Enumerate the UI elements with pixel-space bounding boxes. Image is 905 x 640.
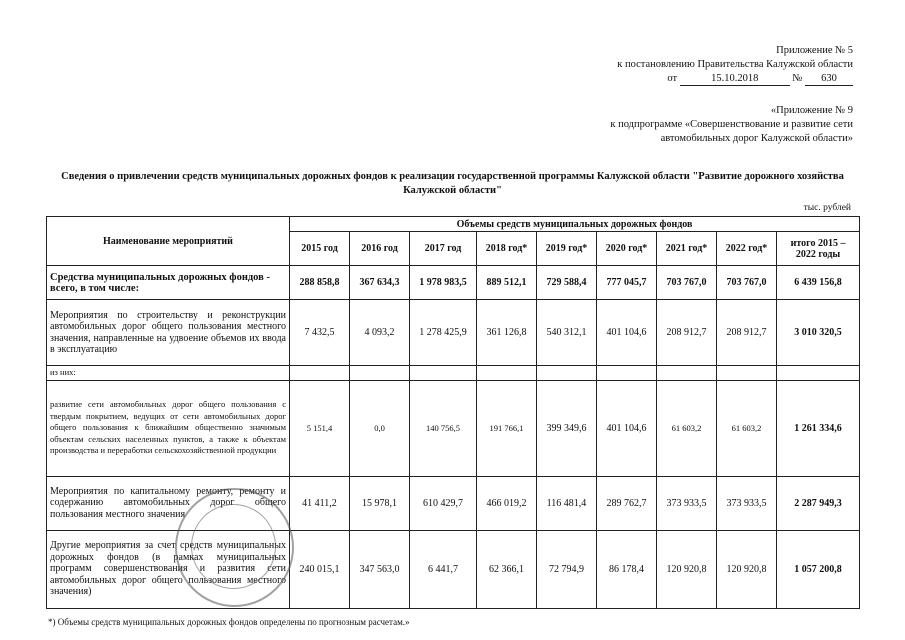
cell-value: 120 920,8	[657, 530, 717, 608]
cell-value: 1 978 983,5	[410, 266, 477, 300]
cell-value: 540 312,1	[537, 300, 597, 366]
year-header: 2019 год*	[537, 232, 597, 266]
cell-value: 703 767,0	[717, 266, 777, 300]
number-label: №	[792, 73, 803, 84]
year-header: 2017 год	[410, 232, 477, 266]
cell-value: 610 429,7	[410, 476, 477, 530]
resolution-date: 15.10.2018	[680, 73, 790, 86]
cell-value: 889 512,1	[477, 266, 537, 300]
cell-value: 401 104,6	[597, 380, 657, 476]
cell-value: 240 015,1	[290, 530, 350, 608]
cell-value: 1 278 425,9	[410, 300, 477, 366]
cell-value: 7 432,5	[290, 300, 350, 366]
footnote: *) Объемы средств муниципальных дорожных фондов определены по прогнозным расчетам.»	[48, 617, 410, 627]
cell-value: 373 933,5	[717, 476, 777, 530]
resolution-number: 630	[805, 73, 853, 86]
row-name: Другие мероприятия за счет средств муниципальных дорожных фондов (в рамках муниципальных программ совершенствования и развития сети автомобильных дорог общего пользования местного значения)	[47, 530, 290, 608]
cell-value: 5 151,4	[290, 380, 350, 476]
cell-value: 401 104,6	[597, 300, 657, 366]
year-header: 2016 год	[350, 232, 410, 266]
cell-total: 3 010 320,5	[777, 300, 860, 366]
subprogram-appendix: «Приложение № 9	[770, 105, 853, 116]
year-header: 2020 год*	[597, 232, 657, 266]
document-title: Сведения о привлечении средств муниципальных дорожных фондов к реализации государственной программы Калужской области "Развитие дорожного хозяйства Калужской области"	[61, 171, 844, 196]
cell-value: 41 411,2	[290, 476, 350, 530]
row-name: развитие сети автомобильных дорог общего пользования с твердым покрытием, ведущих от сети автомобильных дорог общего пользования к ближайшим общественно значимым объектам сельских населенных пунктов, а также к объектам производства и переработки сельскохозяйственной продукции	[47, 380, 290, 476]
cell-value: 15 978,1	[350, 476, 410, 530]
units-label: тыс. рублей	[803, 203, 851, 213]
cell-total: 2 287 949,3	[777, 476, 860, 530]
row-name: из них:	[47, 366, 290, 381]
cell-value: 208 912,7	[717, 300, 777, 366]
year-header: 2015 год	[290, 232, 350, 266]
cell-value: 62 366,1	[477, 530, 537, 608]
cell-value: 466 019,2	[477, 476, 537, 530]
cell-value: 86 178,4	[597, 530, 657, 608]
cell-value: 347 563,0	[350, 530, 410, 608]
cell-value: 399 349,6	[537, 380, 597, 476]
appendix-header	[617, 44, 853, 86]
cell-value: 361 126,8	[477, 300, 537, 366]
cell-total: 1 261 334,6	[777, 380, 860, 476]
appendix-resolution: к постановлению Правительства Калужской области	[617, 59, 853, 70]
cell-value: 703 767,0	[657, 266, 717, 300]
cell-value: 6 441,7	[410, 530, 477, 608]
cell-value: 140 756,5	[410, 380, 477, 476]
subprogram-line: автомобильных дорог Калужской области»	[660, 133, 853, 144]
volumes-group-header: Объемы средств муниципальных дорожных фондов	[290, 217, 860, 232]
cell-value: 288 858,8	[290, 266, 350, 300]
cell-total: 1 057 200,8	[777, 530, 860, 608]
year-header: 2018 год*	[477, 232, 537, 266]
table-row-construction	[47, 300, 860, 366]
cell-value: 777 045,7	[597, 266, 657, 300]
cell-total: 6 439 156,8	[777, 266, 860, 300]
appendix-number: Приложение № 5	[776, 45, 853, 56]
cell-value: 120 920,8	[717, 530, 777, 608]
date-line	[667, 72, 853, 86]
year-header: 2022 год*	[717, 232, 777, 266]
row-name: Мероприятия по строительству и реконструкции автомобильных дорог общего пользования местного значения, направленные на удвоение объемов их ввода в эксплуатацию	[47, 300, 290, 366]
table-row-repair	[47, 476, 860, 530]
cell-value: 289 762,7	[597, 476, 657, 530]
cell-value: 61 603,2	[717, 380, 777, 476]
cell-value: 208 912,7	[657, 300, 717, 366]
table-row-other	[47, 530, 860, 608]
subprogram-header	[610, 104, 853, 146]
row-name: Мероприятия по капитальному ремонту, ремонту и содержанию автомобильных дорог общего пользования местного значения	[47, 476, 290, 530]
subprogram-line: к подпрограмме «Совершенствование и развитие сети	[610, 119, 853, 130]
name-column-header: Наименование мероприятий	[47, 217, 290, 266]
cell-value: 116 481,4	[537, 476, 597, 530]
cell-value: 729 588,4	[537, 266, 597, 300]
table-row-rural-roads	[47, 380, 860, 476]
row-name: Средства муниципальных дорожных фондов - всего, в том числе:	[47, 266, 290, 300]
cell-value: 72 794,9	[537, 530, 597, 608]
table-row-of-them	[47, 366, 860, 381]
cell-value: 373 933,5	[657, 476, 717, 530]
cell-value: 61 603,2	[657, 380, 717, 476]
cell-value: 367 634,3	[350, 266, 410, 300]
table-row-total	[47, 266, 860, 300]
cell-value: 191 766,1	[477, 380, 537, 476]
funds-table	[46, 216, 860, 609]
total-header: итого 2015 – 2022 годы	[777, 232, 860, 266]
cell-value: 0,0	[350, 380, 410, 476]
year-header: 2021 год*	[657, 232, 717, 266]
cell-value: 4 093,2	[350, 300, 410, 366]
from-label: от	[667, 73, 678, 84]
